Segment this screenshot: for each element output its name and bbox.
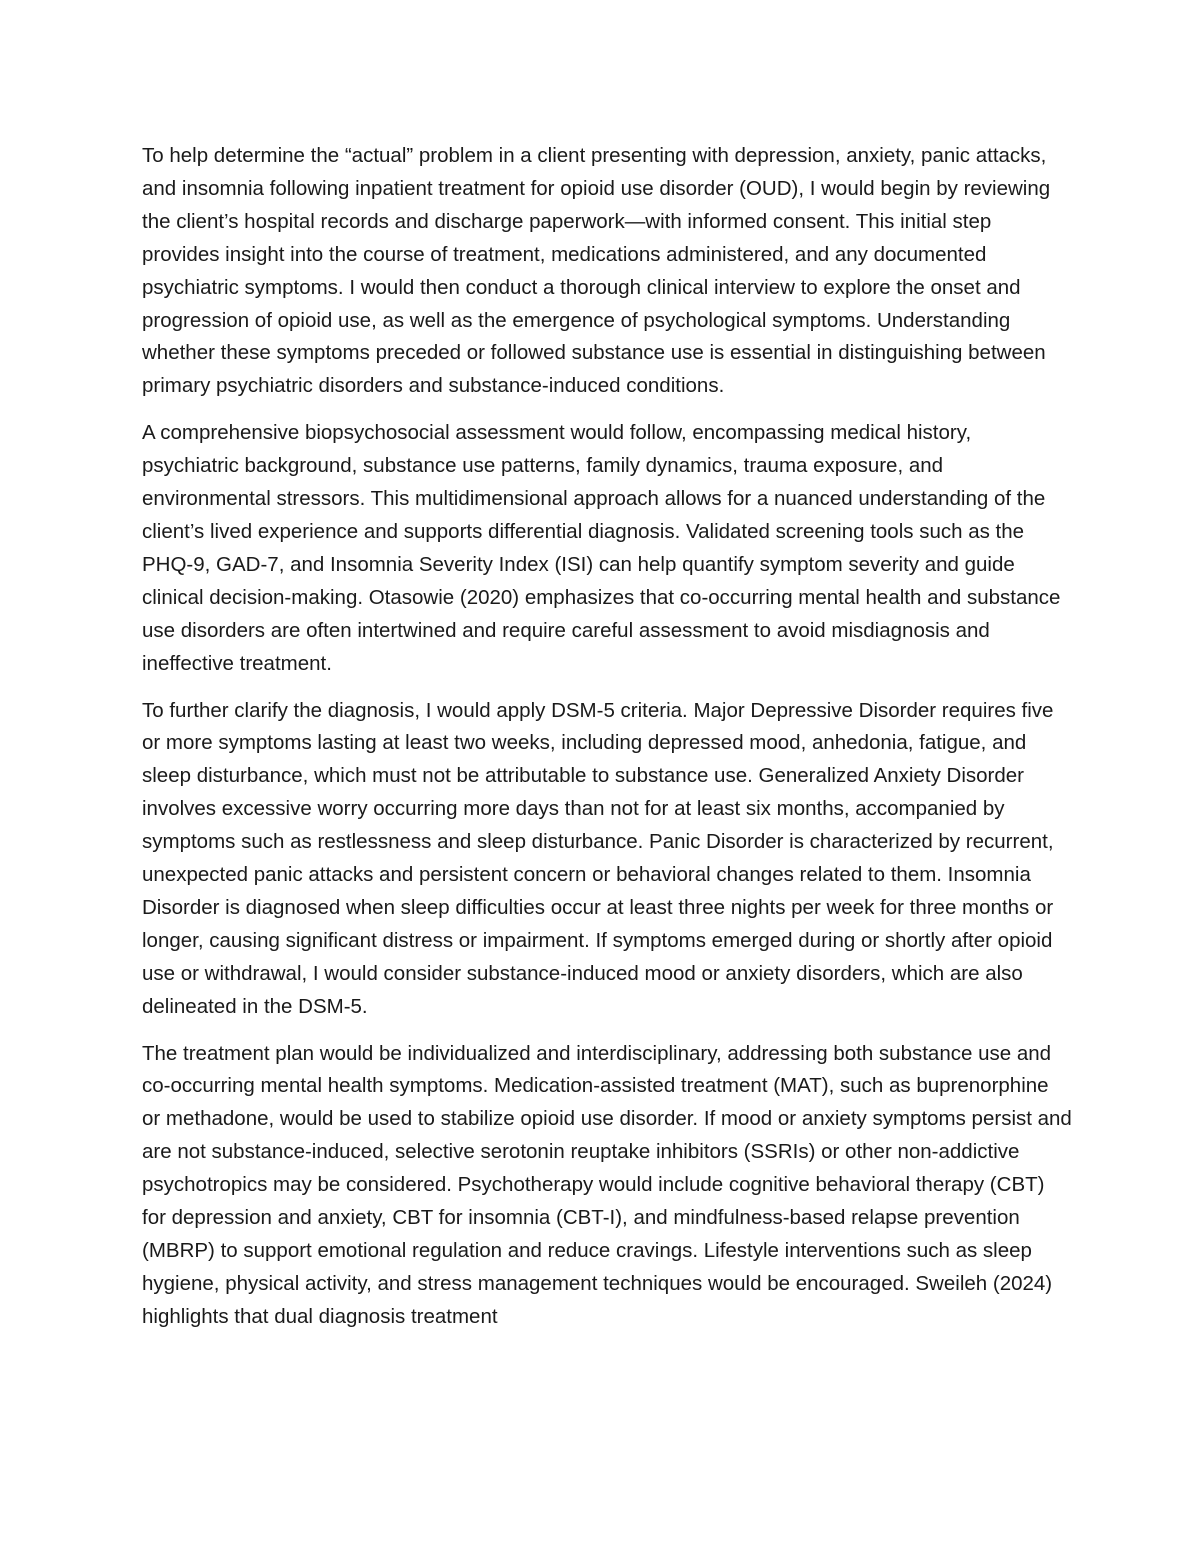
paragraph-biopsychosocial-assessment: A comprehensive biopsychosocial assessment would follow, encompassing medical history, psychiatric background, substance use patterns, family dynamics, trauma exposure, and environmental stressors. This multidimensional approach allows for a nuanced understanding of the client’s lived experience and supports differential diagnosis. Validated screening tools such as the PHQ-9, GAD-7, and Insomnia Severity Index (ISI) can help quantify symptom severity and guide clinical decision-making. Otasowie (2020) emphasizes that co-occurring mental health and substance use disorders are often intertwined and require careful assessment to avoid misdiagnosis and ineffective treatment. [142,421,1061,675]
paragraph-treatment-plan: The treatment plan would be individualized and interdisciplinary, addressing both substance use and co-occurring mental health symptoms. Medication-assisted treatment (MAT), such as buprenorphine or methadone, would be used to stabilize opioid use disorder. If mood or anxiety symptoms persist and are not substance-induced, selective serotonin reuptake inhibitors (SSRIs) or other non-addictive psychotropics may be considered. Psychotherapy would include cognitive behavioral therapy (CBT) for depression and anxiety, CBT for insomnia (CBT-I), and mindfulness-based relapse prevention (MBRP) to support emotional regulation and reduce cravings. Lifestyle interventions such as sleep hygiene, physical activity, and stress management techniques would be encouraged. Sweileh (2024) highlights that dual diagnosis treatment [142,1041,1072,1328]
paragraph-initial-assessment: To help determine the “actual” problem in a client presenting with depression, anxiety, panic attacks, and insomnia following inpatient treatment for opioid use disorder (OUD), I would begin by reviewing the client’s hospital records and discharge paperwork—with informed consent. This initial step provides insight into the course of treatment, medications administered, and any documented psychiatric symptoms. I would then conduct a thorough clinical interview to explore the onset and progression of opioid use, as well as the emergence of psychological symptoms. Understanding whether these symptoms preceded or followed substance use is essential in distinguishing between primary psychiatric disorders and substance-induced conditions. [142,144,1051,398]
document-body [142,140,1072,1348]
paragraph-dsm5-criteria: To further clarify the diagnosis, I would apply DSM-5 criteria. Major Depressive Disorder requires five or more symptoms lasting at least two weeks, including depressed mood, anhedonia, fatigue, and sleep disturbance, which must not be attributable to substance use. Generalized Anxiety Disorder involves excessive worry occurring more days than not for at least six months, accompanied by symptoms such as restlessness and sleep disturbance. Panic Disorder is characterized by recurrent, unexpected panic attacks and persistent concern or behavioral changes related to them. Insomnia Disorder is diagnosed when sleep difficulties occur at least three nights per week for three months or longer, causing significant distress or impairment. If symptoms emerged during or shortly after opioid use or withdrawal, I would consider substance-induced mood or anxiety disorders, which are also delineated in the DSM-5. [142,698,1054,1018]
